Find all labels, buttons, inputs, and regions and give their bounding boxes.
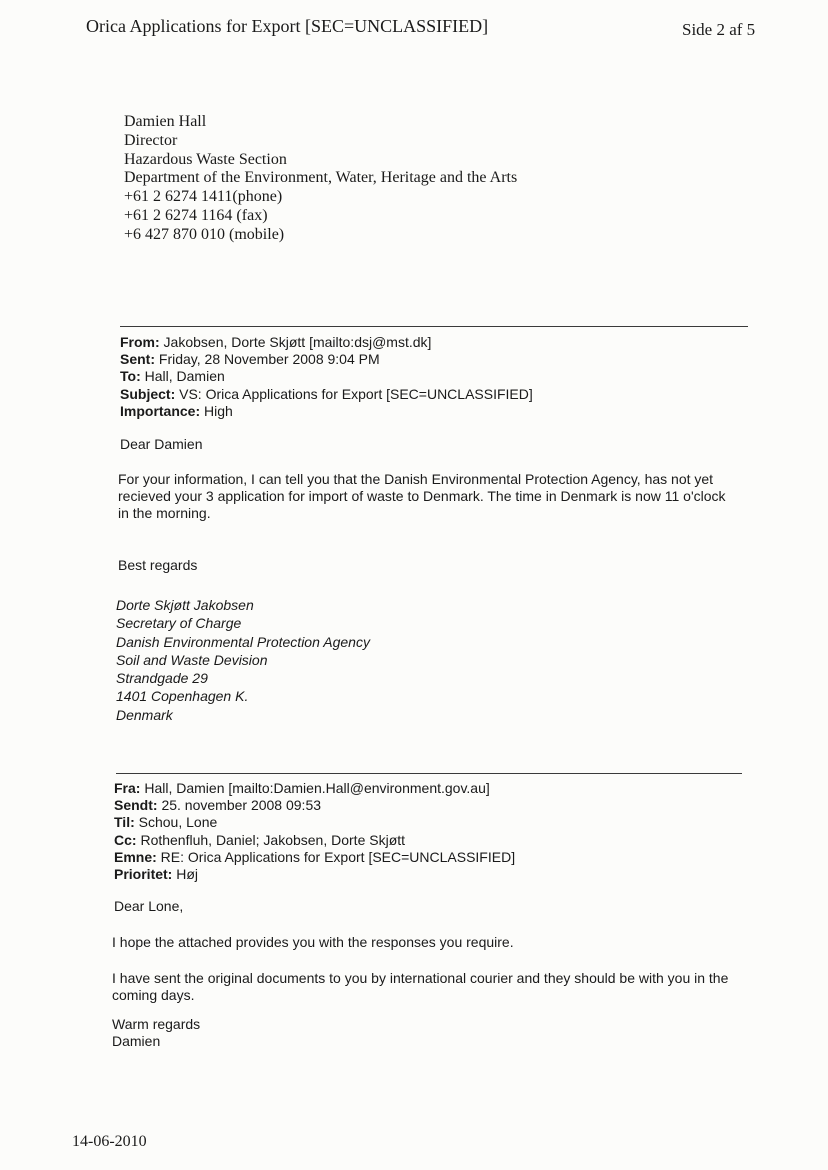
signature-block-dorte [116, 596, 370, 724]
closing: Best regards [118, 557, 198, 573]
closing-name: Damien [112, 1032, 161, 1049]
emne-value: RE: Orica Applications for Export [SEC=UNCLASSIFIED] [156, 848, 516, 865]
signature-line: Strandgade 29 [116, 670, 208, 687]
til-line [114, 814, 515, 831]
page-number: Side 2 af 5 [682, 20, 756, 39]
to-label: To: [120, 368, 141, 385]
signature-line: Department of the Environment, Water, Heritage and the Arts [124, 169, 518, 187]
sent-label: Sent: [120, 351, 155, 368]
closing-line: Warm regards [112, 1016, 201, 1032]
to-value: Hall, Damien [140, 368, 225, 385]
emne-line [114, 849, 515, 866]
body-paragraph: For your information, I can tell you that the Danish Environmental Protection Agency, has not yet recieved your 3 application for import of waste to Denmark. The time in Denmark is now 11 o'clock in the morning. [118, 471, 726, 521]
signature-block-damien [124, 113, 517, 245]
prioritet-line [114, 866, 515, 883]
signature-line: Dorte Skjøtt Jakobsen [116, 597, 254, 613]
importance-label: Importance: [120, 402, 201, 419]
divider [120, 326, 748, 327]
from-value: Jakobsen, Dorte Skjøtt [mailto:dsj@mst.dk] [159, 334, 432, 350]
greeting: Dear Lone, [114, 898, 184, 914]
signature-line: Danish Environmental Protection Agency [116, 633, 370, 650]
signature-line: +61 2 6274 1411(phone) [124, 188, 283, 206]
email-header-2 [114, 780, 515, 883]
sent-line [120, 351, 533, 368]
fra-value: Hall, Damien [mailto:Damien.Hall@environment.gov.au] [140, 780, 490, 796]
fra-line [114, 780, 515, 797]
subject-label: Subject: [120, 385, 176, 402]
signature-line: Soil and Waste Devision [116, 651, 268, 668]
signature-line: Director [124, 131, 178, 149]
signature-line: +6 427 870 010 (mobile) [124, 225, 285, 243]
closing [112, 1016, 200, 1049]
subject-value: VS: Orica Applications for Export [SEC=UNCLASSIFIED] [175, 385, 533, 402]
sendt-label: Sendt: [114, 797, 158, 814]
footer-date: 14-06-2010 [72, 1133, 147, 1150]
greeting: Dear Damien [120, 436, 203, 452]
emne-label: Emne: [114, 848, 157, 865]
body-paragraph: I hope the attached provides you with the responses you require. [112, 934, 514, 950]
from-line [120, 334, 533, 351]
sendt-line [114, 797, 515, 814]
sent-value: Friday, 28 November 2008 9:04 PM [155, 351, 380, 368]
signature-line: +61 2 6274 1164 (fax) [124, 206, 268, 224]
signature-line: Denmark [116, 706, 173, 723]
prioritet-label: Prioritet: [114, 866, 173, 883]
cc-line [114, 832, 515, 849]
signature-line: Secretary of Charge [116, 615, 242, 632]
importance-value: High [200, 402, 233, 419]
signature-line: 1401 Copenhagen K. [116, 688, 249, 705]
document-title: Orica Applications for Export [SEC=UNCLASSIFIED] [86, 16, 489, 36]
cc-value: Rothenfluh, Daniel; Jakobsen, Dorte Skjøtt [136, 831, 406, 848]
importance-line [120, 403, 533, 420]
sendt-value: 25. november 2008 09:53 [157, 797, 322, 814]
fra-label: Fra: [114, 780, 141, 796]
to-line [120, 368, 533, 385]
til-value: Schou, Lone [134, 814, 218, 831]
divider [116, 773, 742, 774]
email-header-1 [120, 334, 533, 420]
subject-line [120, 386, 533, 403]
from-label: From: [120, 334, 160, 350]
til-label: Til: [114, 814, 135, 831]
body-paragraph: I have sent the original documents to you by international courier and they should be with you in the coming days. [112, 970, 729, 1003]
signature-line: Hazardous Waste Section [124, 150, 287, 168]
prioritet-value: Høj [172, 866, 199, 883]
signature-line: Damien Hall [124, 113, 207, 130]
cc-label: Cc: [114, 831, 137, 848]
